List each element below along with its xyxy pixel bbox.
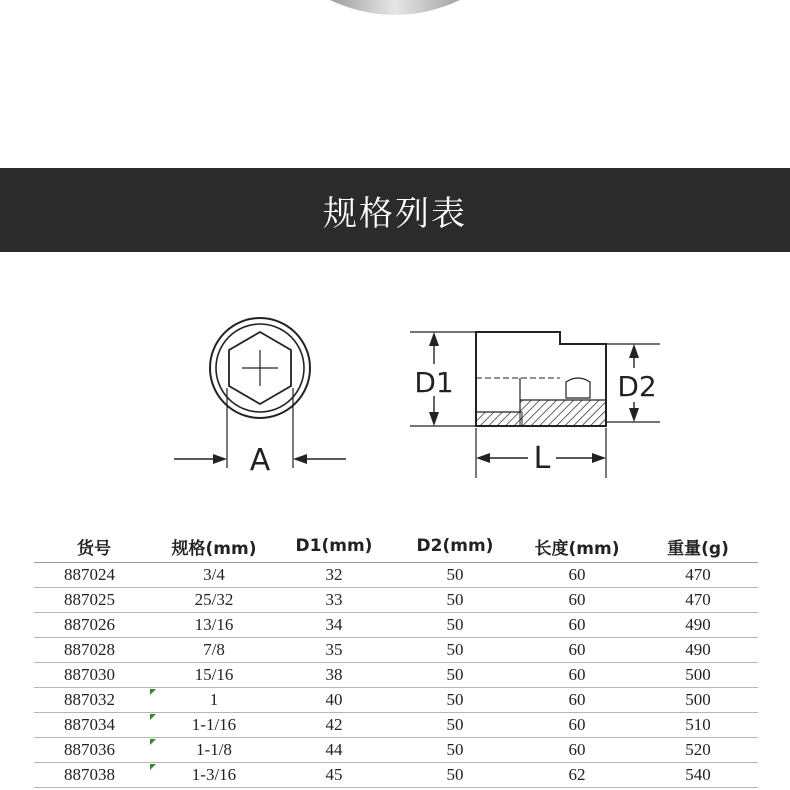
length-cell-text: 60 [568, 690, 586, 709]
weight-cell [638, 563, 758, 588]
item-code-cell-text: 887038 [64, 765, 115, 784]
size-cell-text: 7/8 [203, 640, 225, 659]
header-size: 规格(mm) [154, 530, 274, 563]
table-row [34, 688, 758, 713]
item-code-cell [34, 563, 154, 588]
item-code-cell [34, 613, 154, 638]
item-code-cell-text: 887030 [64, 665, 115, 684]
header-d2: D2(mm) [394, 530, 516, 563]
table-row [34, 588, 758, 613]
corner-mark-icon [150, 689, 156, 695]
size-cell-text: 1 [209, 690, 219, 709]
weight-cell-text: 500 [685, 690, 711, 709]
d2-cell-text: 50 [446, 615, 464, 634]
d1-cell [274, 738, 394, 763]
length-cell [516, 763, 638, 788]
d2-cell-text: 50 [446, 765, 464, 784]
size-cell [154, 563, 274, 588]
spec-banner [0, 168, 790, 252]
item-code-cell-text: 887028 [64, 640, 115, 659]
d1-cell [274, 638, 394, 663]
weight-cell-text: 490 [685, 640, 711, 659]
item-code-cell-text: 887032 [64, 690, 115, 709]
item-code-cell [34, 588, 154, 613]
banner-title: 规格列表 [323, 193, 467, 234]
size-cell-text: 1-1/16 [191, 715, 237, 734]
weight-cell-text: 510 [685, 715, 711, 734]
weight-cell-text: 540 [685, 765, 711, 784]
item-code-cell-text: 887025 [64, 590, 115, 609]
item-code-cell [34, 688, 154, 713]
length-cell [516, 688, 638, 713]
table-header-row [34, 530, 758, 563]
dimension-label-d2: D2 [617, 370, 657, 403]
d1-cell [274, 663, 394, 688]
table-row [34, 713, 758, 738]
size-cell [154, 613, 274, 638]
size-cell-text: 13/16 [194, 615, 234, 634]
weight-cell [638, 663, 758, 688]
weight-cell [638, 613, 758, 638]
dimension-label-a: A [249, 443, 271, 478]
size-cell-text: 25/32 [194, 590, 234, 609]
dimension-label-d1: D1 [414, 366, 454, 399]
d2-cell-text: 50 [446, 690, 464, 709]
d2-cell-text: 50 [446, 715, 464, 734]
corner-mark-icon [150, 764, 156, 770]
length-cell-text: 60 [568, 565, 586, 584]
d1-cell [274, 688, 394, 713]
header-d1: D1(mm) [274, 530, 394, 563]
d1-cell [274, 713, 394, 738]
d2-cell [394, 563, 516, 588]
dimension-label-l: L [533, 441, 551, 476]
weight-cell-text: 470 [685, 590, 711, 609]
spec-table-body [34, 563, 758, 788]
d1-cell-text: 44 [325, 740, 343, 759]
item-code-cell [34, 763, 154, 788]
d1-cell [274, 563, 394, 588]
length-cell [516, 563, 638, 588]
socket-photo-edge [0, 0, 790, 168]
length-cell-text: 60 [568, 715, 586, 734]
length-cell-text: 60 [568, 740, 586, 759]
item-code-cell [34, 638, 154, 663]
size-cell [154, 763, 274, 788]
d2-cell [394, 588, 516, 613]
header-weight: 重量(g) [638, 530, 758, 563]
table-row [34, 663, 758, 688]
weight-cell [638, 638, 758, 663]
size-cell-text: 15/16 [194, 665, 234, 684]
item-code-cell [34, 663, 154, 688]
size-cell-text: 3/4 [203, 565, 225, 584]
d1-cell-text: 42 [325, 715, 343, 734]
d2-cell-text: 50 [446, 590, 464, 609]
d2-cell [394, 763, 516, 788]
length-cell-text: 62 [568, 765, 586, 784]
corner-mark-icon [150, 739, 156, 745]
length-cell [516, 738, 638, 763]
d2-cell [394, 613, 516, 638]
item-code-cell-text: 887034 [64, 715, 115, 734]
d2-cell [394, 638, 516, 663]
weight-cell [638, 738, 758, 763]
weight-cell [638, 713, 758, 738]
item-code-cell [34, 713, 154, 738]
item-code-cell [34, 738, 154, 763]
length-cell [516, 638, 638, 663]
table-row [34, 613, 758, 638]
d1-cell [274, 588, 394, 613]
header-length: 长度(mm) [516, 530, 638, 563]
d1-cell [274, 763, 394, 788]
d1-cell-text: 34 [325, 615, 343, 634]
weight-cell-text: 520 [685, 740, 711, 759]
length-cell-text: 60 [568, 665, 586, 684]
item-code-cell-text: 887036 [64, 740, 115, 759]
length-cell [516, 588, 638, 613]
length-cell [516, 713, 638, 738]
d2-cell [394, 713, 516, 738]
d2-cell-text: 50 [446, 665, 464, 684]
d1-cell-text: 40 [325, 690, 343, 709]
item-code-cell-text: 887024 [64, 565, 115, 584]
corner-mark-icon [150, 714, 156, 720]
weight-cell [638, 588, 758, 613]
header-item-code: 货号 [34, 530, 154, 563]
length-cell-text: 60 [568, 590, 586, 609]
size-cell [154, 638, 274, 663]
d1-cell-text: 33 [325, 590, 343, 609]
length-cell-text: 60 [568, 615, 586, 634]
d1-cell [274, 613, 394, 638]
d2-cell [394, 663, 516, 688]
size-cell-text: 1-3/16 [191, 765, 237, 784]
size-cell [154, 738, 274, 763]
d1-cell-text: 32 [325, 565, 343, 584]
size-cell-text: 1-1/8 [196, 740, 232, 759]
socket-dimension-diagram [0, 252, 790, 522]
d1-cell-text: 38 [325, 665, 343, 684]
d1-cell-text: 35 [325, 640, 343, 659]
table-row [34, 563, 758, 588]
weight-cell [638, 763, 758, 788]
length-cell [516, 613, 638, 638]
d2-cell-text: 50 [446, 640, 464, 659]
d2-cell [394, 738, 516, 763]
weight-cell-text: 490 [685, 615, 711, 634]
weight-cell [638, 688, 758, 713]
table-row [34, 763, 758, 788]
d2-cell-text: 50 [446, 565, 464, 584]
size-cell [154, 588, 274, 613]
weight-cell-text: 500 [685, 665, 711, 684]
d1-cell-text: 45 [325, 765, 343, 784]
weight-cell-text: 470 [685, 565, 711, 584]
item-code-cell-text: 887026 [64, 615, 115, 634]
length-cell-text: 60 [568, 640, 586, 659]
table-row [34, 738, 758, 763]
size-cell [154, 713, 274, 738]
product-photo-edge [0, 0, 790, 168]
table-row [34, 638, 758, 663]
d2-cell-text: 50 [446, 740, 464, 759]
d2-cell [394, 688, 516, 713]
spec-table [34, 530, 758, 788]
length-cell [516, 663, 638, 688]
size-cell [154, 663, 274, 688]
size-cell [154, 688, 274, 713]
